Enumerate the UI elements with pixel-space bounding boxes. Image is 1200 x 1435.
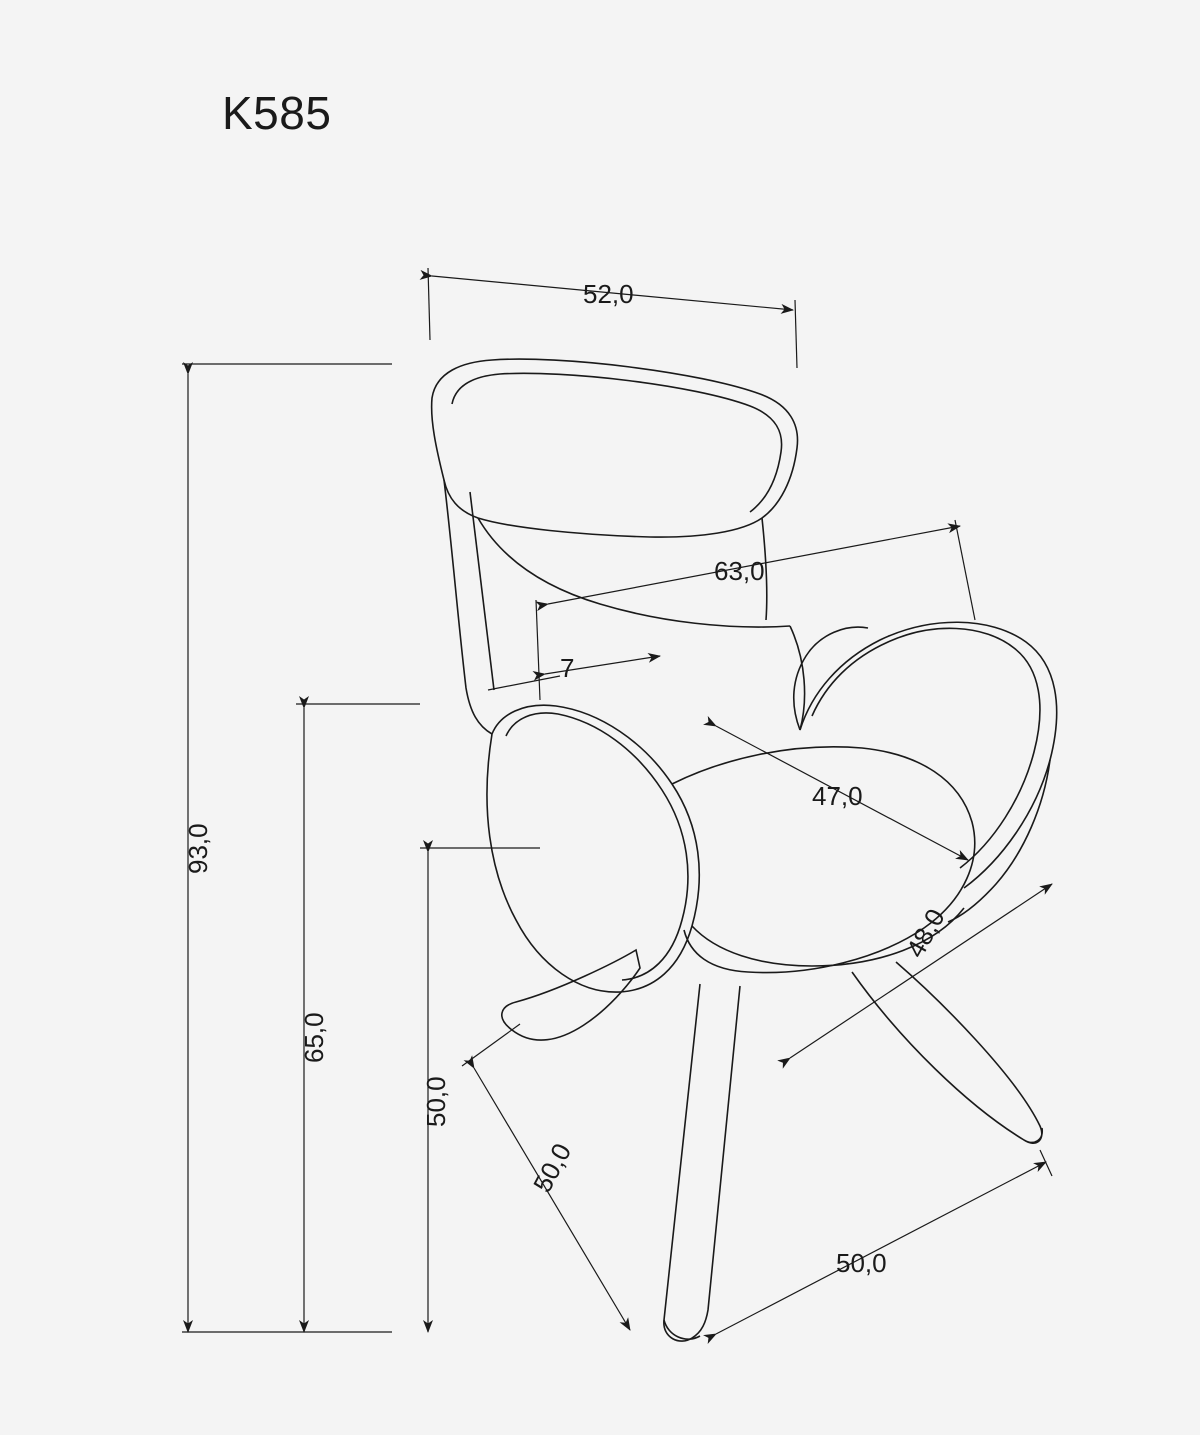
chair-outline bbox=[432, 359, 1057, 1341]
dimension-label-base-span-right: 50,0 bbox=[836, 1248, 887, 1278]
dimension-label-base-span-left: 50,0 bbox=[527, 1138, 578, 1198]
page-title: K585 bbox=[222, 87, 332, 139]
dimension-label-height-armrest: 65,0 bbox=[299, 1012, 329, 1063]
dimension-label-height-seat: 50,0 bbox=[421, 1076, 451, 1127]
dimension-label-seat-width: 47,0 bbox=[812, 781, 863, 811]
dimension-lines bbox=[182, 268, 1052, 1334]
dimension-label-seat-depth: 48,0 bbox=[900, 903, 951, 963]
dimension-label-depth-overall: 63,0 bbox=[714, 556, 765, 586]
dimension-label-height-total: 93,0 bbox=[183, 823, 213, 874]
dimension-label-seat-thickness: 7 bbox=[560, 653, 575, 683]
dimension-label-width-top: 52,0 bbox=[583, 279, 634, 309]
